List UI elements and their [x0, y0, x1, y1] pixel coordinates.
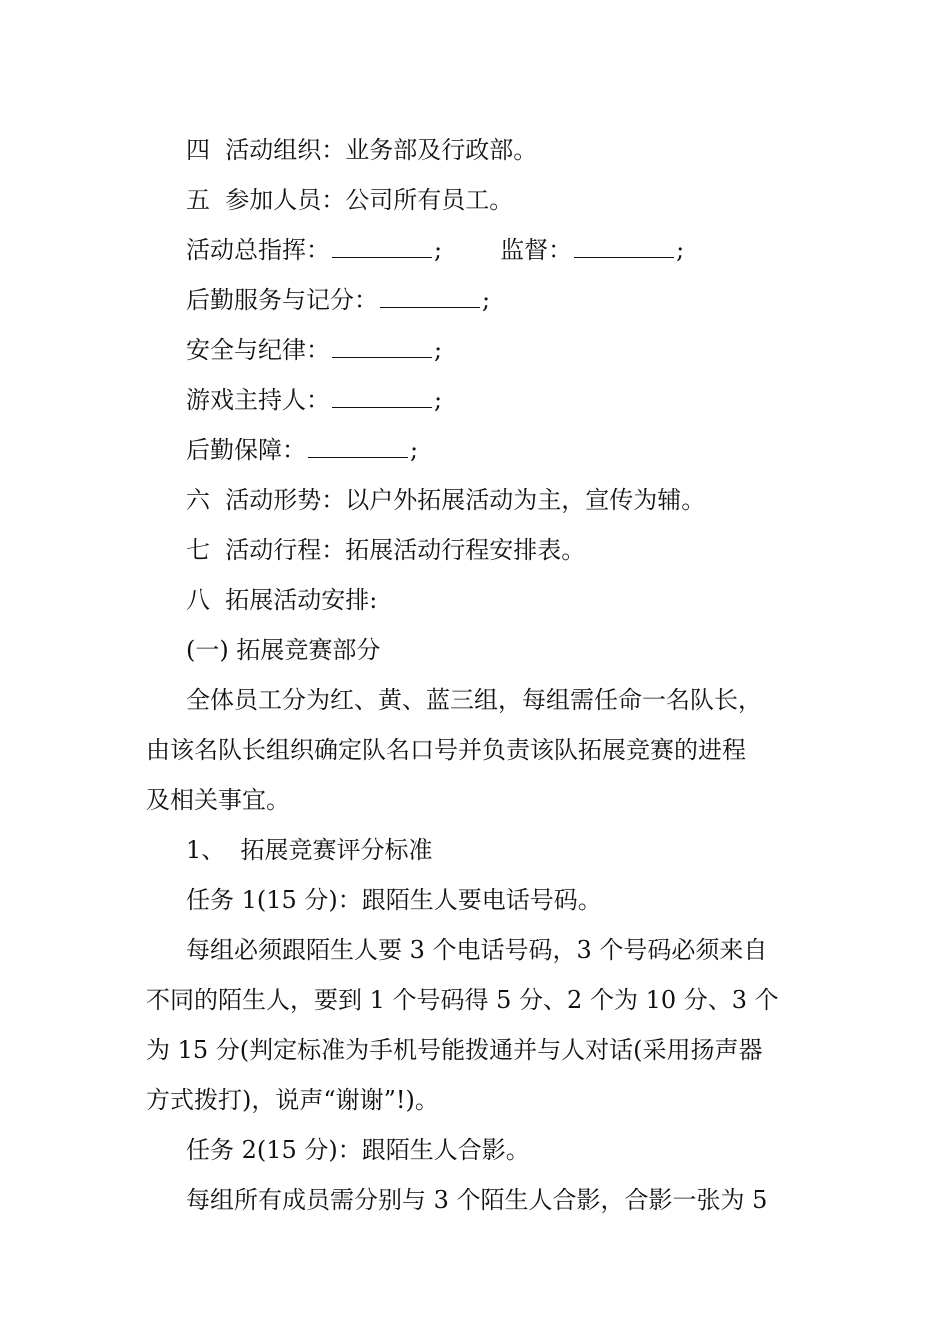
- paragraph-teams-line-2: 由该名队长组织确定队名口号并负责该队拓展竞赛的进程: [146, 736, 746, 764]
- logistics-support-line: [186, 434, 418, 466]
- task-one-title: 任务 1(15 分)：跟陌生人要电话号码。: [186, 886, 602, 914]
- logistics-support-blank: [308, 437, 408, 458]
- supervisor-semicolon: ;: [676, 236, 685, 264]
- commander-line: [186, 234, 684, 266]
- logistics-scoring-line: [186, 284, 490, 316]
- logistics-scoring-semicolon: ;: [482, 286, 491, 314]
- host-line: [186, 384, 442, 416]
- scoring-standard-heading: 1、 拓展竞赛评分标准: [186, 836, 433, 864]
- host-label: 游戏主持人：: [186, 386, 330, 414]
- section-six-format: 六 活动形势：以户外拓展活动为主，宣传为辅。: [186, 486, 706, 514]
- paragraph-teams-line-3: 及相关事宜。: [146, 786, 290, 814]
- safety-line: [186, 334, 442, 366]
- section-four-organization: 四 活动组织：业务部及行政部。: [186, 136, 538, 164]
- safety-semicolon: ;: [434, 336, 443, 364]
- task-one-desc-line-3: 为 15 分(判定标准为手机号能拨通并与人对话(采用扬声器: [146, 1036, 763, 1064]
- host-blank: [332, 387, 432, 408]
- section-seven-schedule: 七 活动行程：拓展活动行程安排表。: [186, 536, 586, 564]
- safety-label: 安全与纪律：: [186, 336, 330, 364]
- section-eight-arrangement: 八 拓展活动安排:: [186, 586, 378, 614]
- subsection-competition: (一) 拓展竞赛部分: [186, 636, 381, 664]
- logistics-support-semicolon: ;: [410, 436, 419, 464]
- commander-blank: [332, 237, 432, 258]
- commander-semicolon: ;: [434, 236, 443, 264]
- logistics-scoring-blank: [380, 287, 480, 308]
- commander-label: 活动总指挥：: [186, 236, 330, 264]
- host-semicolon: ;: [434, 386, 443, 414]
- task-two-desc-line-1: 每组所有成员需分别与 3 个陌生人合影，合影一张为 5: [186, 1186, 768, 1214]
- task-two-title: 任务 2(15 分)：跟陌生人合影。: [186, 1136, 530, 1164]
- paragraph-teams-line-1: 全体员工分为红、黄、蓝三组，每组需任命一名队长，: [186, 686, 762, 714]
- safety-blank: [332, 337, 432, 358]
- supervisor-blank: [574, 237, 674, 258]
- section-five-participants: 五 参加人员：公司所有员工。: [186, 186, 514, 214]
- supervisor-label: 监督：: [500, 236, 573, 264]
- logistics-support-label: 后勤保障：: [186, 436, 306, 464]
- logistics-scoring-label: 后勤服务与记分：: [186, 286, 378, 314]
- task-one-desc-line-1: 每组必须跟陌生人要 3 个电话号码，3 个号码必须来自: [186, 936, 768, 964]
- task-one-desc-line-4: 方式拨打)，说声“谢谢”!)。: [146, 1086, 439, 1114]
- task-one-desc-line-2: 不同的陌生人，要到 1 个号码得 5 分、2 个为 10 分、3 个: [146, 986, 779, 1014]
